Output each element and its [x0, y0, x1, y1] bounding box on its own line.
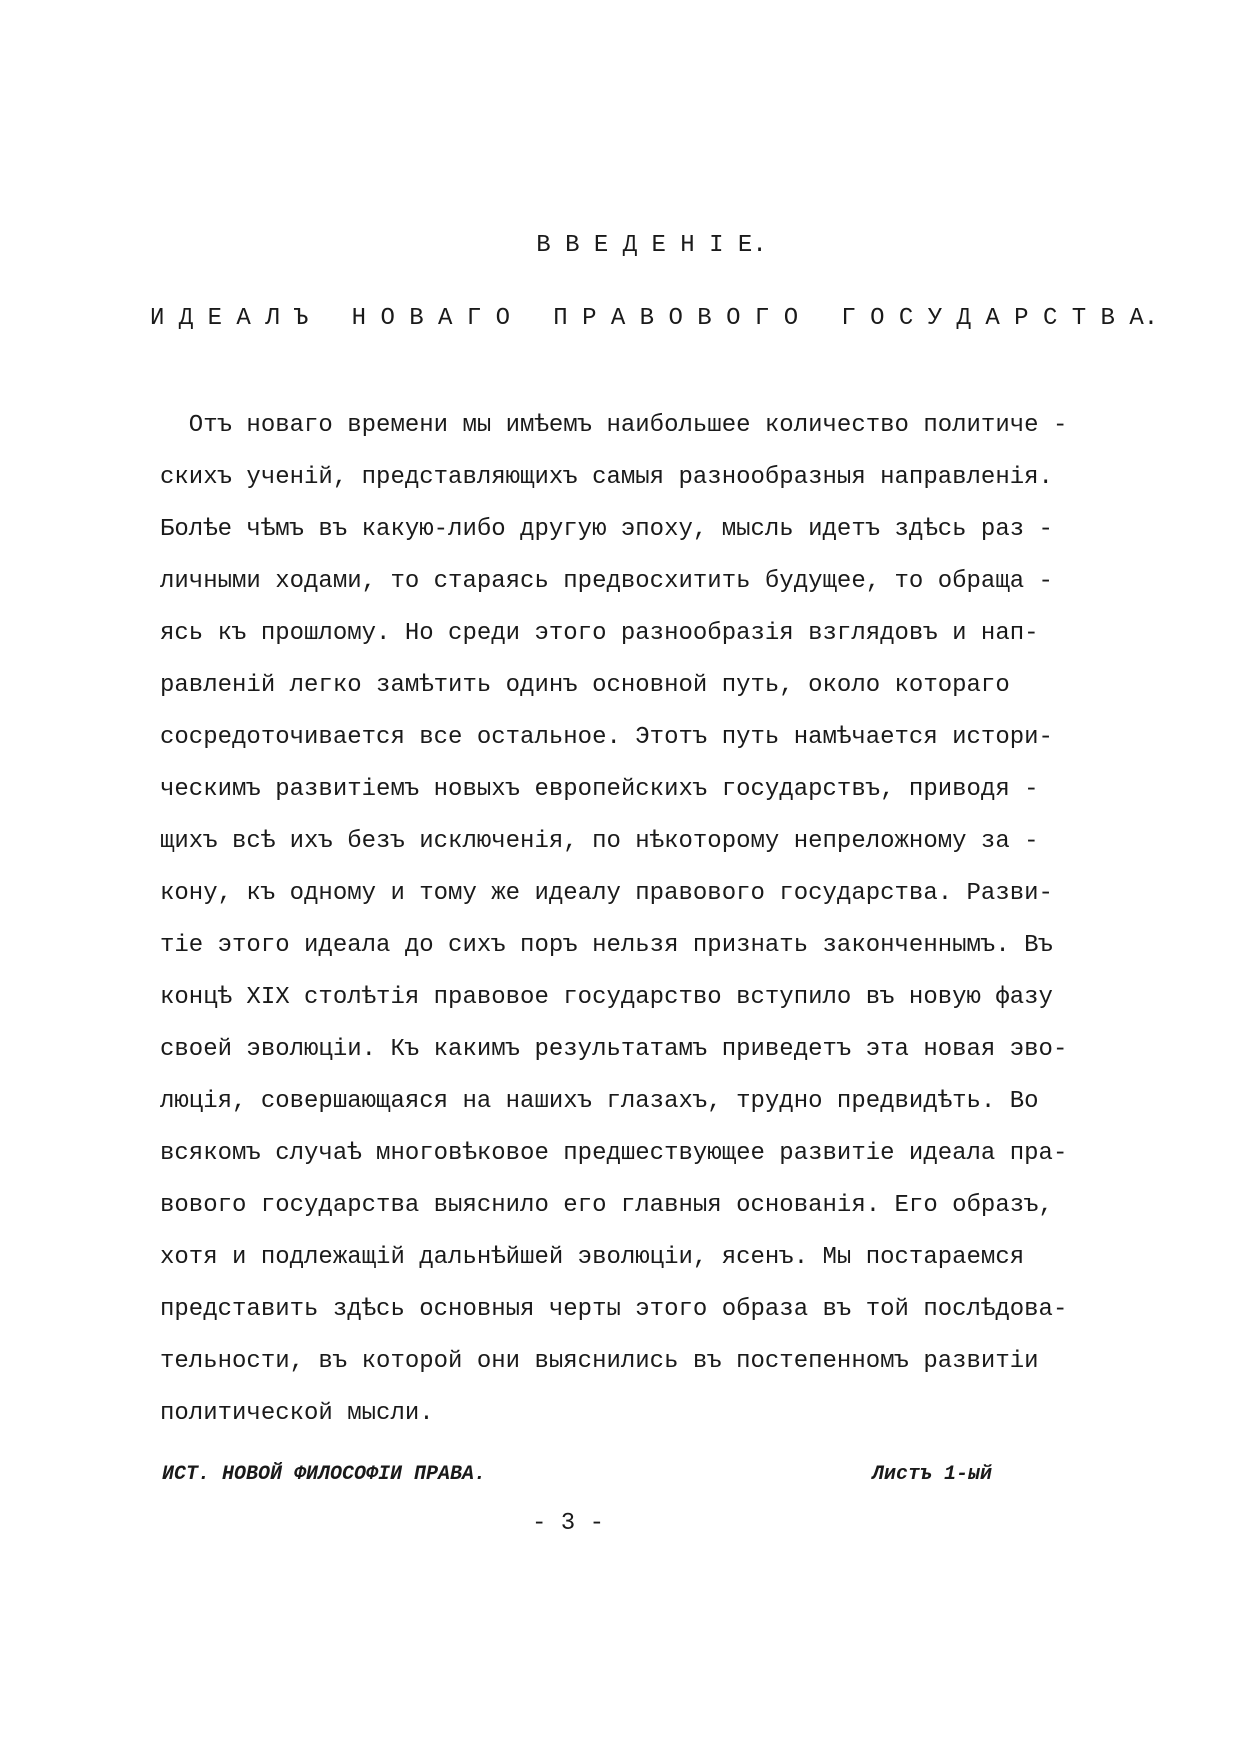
body-line: ясь къ прошлому. Но среди этого разнообразія взглядовъ и нап-	[160, 620, 1039, 647]
body-line: люція, совершающаяся на нашихъ глазахъ, трудно предвидѣть. Во	[160, 1088, 1039, 1115]
footer-sheet-number: Листъ 1-ый	[872, 1463, 993, 1486]
body-line: Отъ новаго времени мы имѣемъ наибольшее количество политиче -	[160, 412, 1068, 439]
body-line: своей эволюціи. Къ какимъ результатамъ приведетъ эта новая эво-	[160, 1036, 1068, 1063]
body-line: щихъ всѣ ихъ безъ исключенія, по нѣкоторому непреложному за -	[160, 828, 1039, 855]
body-line: скихъ ученій, представляющихъ самыя разнообразныя направленія.	[160, 464, 1053, 491]
page-title: В В Е Д Е Н І Е.	[536, 232, 767, 259]
body-line: ческимъ развитіемъ новыхъ европейскихъ государствъ, приводя -	[160, 776, 1039, 803]
body-line: тіе этого идеала до сихъ поръ нельзя признать законченнымъ. Въ	[160, 932, 1053, 959]
body-line: личными ходами, то стараясь предвосхитить будущее, то обраща -	[160, 568, 1053, 595]
footer-book-title: ИСТ. НОВОЙ ФИЛОСОФІИ ПРАВА.	[162, 1463, 487, 1486]
body-line: сосредоточивается все остальное. Этотъ путь намѣчается истори-	[160, 724, 1053, 751]
body-line: хотя и подлежащій дальнѣйшей эволюціи, ясенъ. Мы постараемся	[160, 1244, 1025, 1271]
body-line: Болѣе чѣмъ въ какую-либо другую эпоху, мысль идетъ здѣсь раз -	[160, 516, 1053, 543]
page-subtitle: И Д Е А Л Ъ Н О В А Г О П Р А В О В О Г О Г О С У Д А Р С Т В А.	[150, 305, 1159, 332]
body-line: политической мысли.	[160, 1400, 434, 1427]
body-line: тельности, въ которой они выяснились въ постепенномъ развитіи	[160, 1348, 1039, 1375]
body-line: равленій легко замѣтить одинъ основной путь, около котораго	[160, 672, 1010, 699]
body-line: кону, къ одному и тому же идеалу правового государства. Разви-	[160, 880, 1053, 907]
body-paragraph	[160, 408, 1068, 1448]
body-line: концѣ XIX столѣтія правовое государство вступило въ новую фазу	[160, 984, 1053, 1011]
body-line: вового государства выяснило его главныя основанія. Его образъ,	[160, 1192, 1053, 1219]
body-line: всякомъ случаѣ многовѣковое предшествующее развитіе идеала пра-	[160, 1140, 1068, 1167]
page-number: - 3 -	[532, 1510, 605, 1537]
body-line: представить здѣсь основныя черты этого образа въ той послѣдова-	[160, 1296, 1068, 1323]
